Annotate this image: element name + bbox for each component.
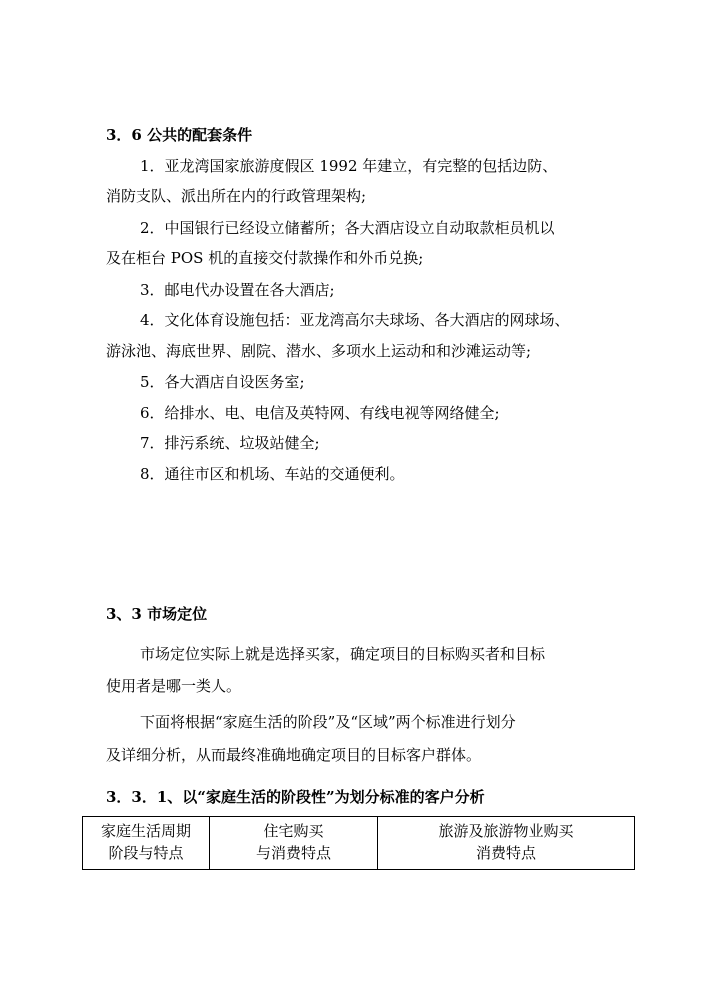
paragraph-line: 及详细分析，从而最终准确地确定项目的目标客户群体。	[106, 746, 482, 764]
section-3-6-heading: 3．6 公共的配套条件	[106, 126, 253, 144]
paragraph-line: 市场定位实际上就是选择买家，确定项目的目标购买者和目标	[140, 645, 546, 663]
header-cell-tourism	[378, 817, 635, 870]
customer-analysis-table	[82, 816, 635, 870]
list-item: 5．各大酒店自设医务室;	[140, 373, 305, 391]
list-item: 4．文化体育设施包括：亚龙湾高尔夫球场、各大酒店的网球场、	[140, 311, 570, 329]
list-item: 及在柜台 POS 机的直接交付款操作和外币兑换;	[106, 249, 424, 267]
paragraph-line: 使用者是哪一类人。	[106, 677, 242, 695]
list-item: 消防支队、派出所在内的行政管理架构;	[106, 187, 367, 205]
header-cell-line: 阶段与特点	[108, 844, 184, 862]
list-item: 7．排污系统、垃圾站健全;	[140, 434, 320, 452]
list-item: 3．邮电代办设置在各大酒店;	[140, 281, 335, 299]
header-cell-line: 家庭生活周期	[100, 822, 191, 840]
list-item: 6．给排水、电、电信及英特网、有线电视等网络健全;	[140, 404, 500, 422]
subsection-heading: 3．3．1、以“家庭生活的阶段性”为划分标准的客户分析	[106, 788, 485, 806]
header-cell-line: 与消费特点	[255, 844, 331, 862]
header-cell-line: 旅游及旅游物业购买	[438, 822, 574, 840]
list-item: 1．亚龙湾国家旅游度假区 1992 年建立，有完整的包括边防、	[140, 157, 558, 175]
list-item: 2．中国银行已经设立储蓄所；各大酒店设立自动取款柜员机以	[140, 219, 555, 237]
header-cell-line: 消费特点	[475, 844, 536, 862]
table-header-row	[83, 817, 635, 870]
section-3-3-heading: 3、3 市场定位	[106, 605, 208, 623]
list-item: 游泳池、海底世界、剧院、潜水、多项水上运动和和沙滩运动等;	[106, 342, 532, 360]
header-cell-lifecycle	[83, 817, 210, 870]
header-cell-housing	[210, 817, 378, 870]
paragraph-line: 下面将根据“家庭生活的阶段”及“区域”两个标准进行划分	[140, 713, 516, 731]
header-cell-line: 住宅购买	[263, 822, 324, 840]
list-item: 8．通往市区和机场、车站的交通便利。	[140, 465, 405, 483]
